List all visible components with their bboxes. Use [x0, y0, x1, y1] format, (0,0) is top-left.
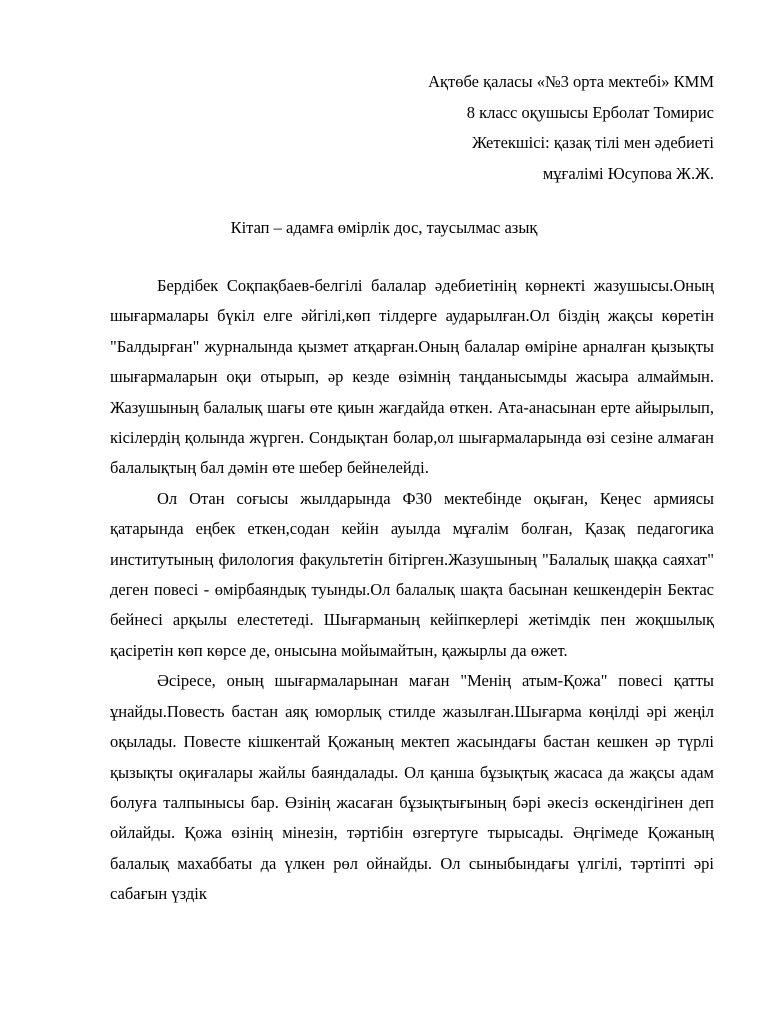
- document-title: Кітап – адамға өмірлік дос, таусылмас азық: [230, 218, 538, 237]
- student-line: 8 класс оқушысы Ерболат Томирис: [466, 102, 714, 122]
- paragraph-1: Бердібек Соқпақбаев-белгілі балалар әдебиетінің көрнекті жазушысы.Оның шығармалары бүкіл елге әйгілі,көп тілдерге аударылған.Ол біздің жақсы көретін "Балдырған" журналында қызмет атқарған.Оның балалар өміріне арналған қызықты шығармаларын оқи отырып, әр кезде өзімнің таңданысымды жасыра алмаймын. Жазушының балалық шағы өте қиын жағдайда өткен. Ата-анасынан ерте айырылып, кісілердің қолында жүрген. Сондықтан болар,ол шығармаларында өзі сезіне алмаған балалықтың бал дәмін өте шебер бейнелейді.: [110, 276, 714, 478]
- supervisor-line: Жетекшісі: қазақ тілі мен әдебиеті: [472, 133, 714, 152]
- document-body: [110, 271, 714, 910]
- school-line: Ақтөбе қаласы «№3 орта мектебі» КММ: [428, 72, 714, 91]
- author-header: [428, 67, 714, 189]
- teacher-line: мұғалімі Юсупова Ж.Ж.: [542, 163, 714, 183]
- paragraph-3: Әсіресе, оның шығармаларынан маған "Менің атым-Қожа" повесі қатты ұнайды.Повесть бастан аяқ юморлық стилде жазылған.Шығарма көңілді әрі жеңіл оқылады. Повесте кішкентай Қожаның мектеп жасындағы бастан кешкен әр түрлі қызықты оқиғалары жайлы баяндалады. Ол қанша бұзықтық жасаса да жақсы адам болуға талпынысы бар. Өзінің жасаған бұзықтығының бәрі әкесіз өскендігінен деп ойлайды. Қожа өзінің мінезін, тәртібін өзгертуге тырысады. Әңгімеде Қожаның балалық махаббаты да үлкен рөл ойнайды. Ол сыныбындағы үлгілі, тәртіпті әрі сабағын үздік: [110, 671, 714, 904]
- paragraph-2: Ол Отан соғысы жылдарында Ф30 мектебінде оқыған, Кеңес армиясы қатарында еңбек еткен,содан кейін ауылда мұғалім болған, Қазақ педагогика институтының филология факультетін бітірген.Жазушының "Балалық шаққа саяхат" деген повесі - өмірбаяндық туынды.Ол балалық шақта басынан кешкендерін Бектас бейнесі арқылы елестетеді. Шығарманың кейіпкерлері жетімдік пен жоқшылық қасіретін көп көрсе де, онысына мойымайтын, қажырлы да өжет.: [110, 488, 714, 660]
